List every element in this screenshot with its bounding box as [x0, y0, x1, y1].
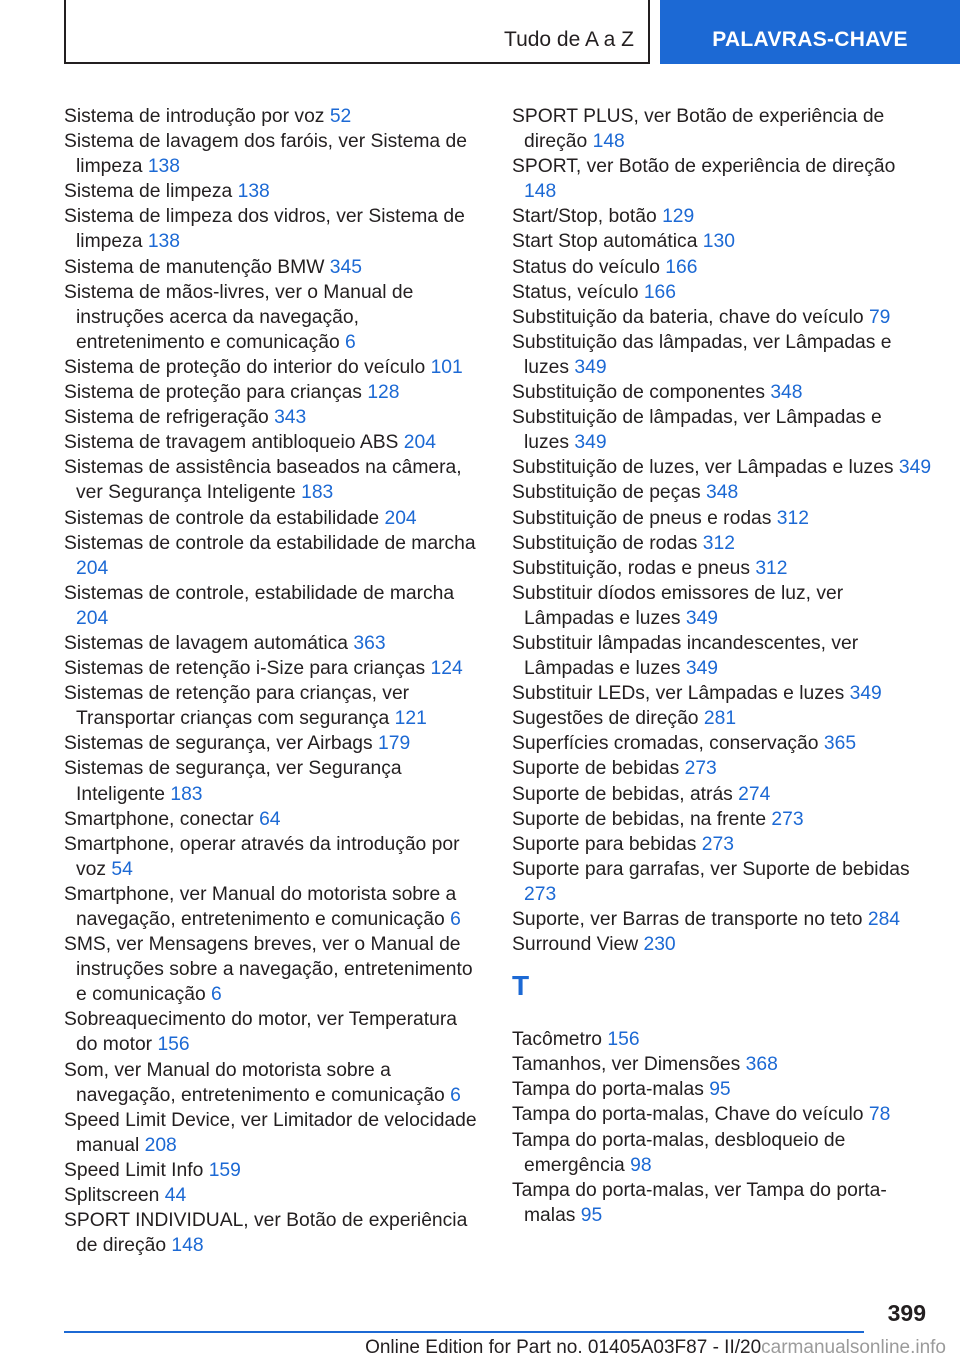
entry-page-link[interactable]: 348: [770, 382, 803, 404]
entry-term: Surround View: [512, 934, 639, 956]
entry-term: SPORT INDIVIDUAL, ver Botão de experiência de direção: [64, 1210, 468, 1257]
index-entry: [512, 229, 932, 254]
index-entry: [64, 1183, 478, 1208]
entry-page-link[interactable]: 54: [111, 858, 133, 880]
entry-term: Substituição das lâmpadas, ver Lâmpadas e luzes: [512, 331, 892, 378]
entry-term: Tamanhos, ver Dimensões: [512, 1054, 741, 1076]
entry-term: Smartphone, operar através da introdução por voz: [64, 833, 460, 880]
entry-page-link[interactable]: 349: [898, 457, 932, 479]
entry-page-link[interactable]: 274: [738, 783, 771, 805]
entry-page-link[interactable]: 273: [701, 833, 734, 855]
index-entry: [64, 455, 478, 505]
entry-page-link[interactable]: 52: [329, 106, 352, 127]
index-entry: [64, 255, 478, 280]
entry-term: Splitscreen: [64, 1185, 160, 1207]
entry-term: Substituir LEDs, ver Lâmpadas e luzes: [512, 683, 845, 705]
index-entry: [64, 807, 478, 832]
entry-term: Sistemas de controle da estabilidade: [64, 507, 380, 529]
entry-page-link[interactable]: 349: [685, 658, 719, 680]
entry-term: Sistemas de segurança, ver Segurança Inteligente: [64, 758, 402, 805]
entry-term: Superfícies cromadas, conservação: [512, 733, 819, 755]
entry-term: Suporte de bebidas: [512, 758, 680, 780]
index-group-s: [512, 104, 932, 957]
entry-page-link[interactable]: 156: [607, 1029, 640, 1051]
entry-term: Sistemas de controle da estabilidade de marcha: [64, 532, 476, 554]
entry-page-link[interactable]: 6: [211, 984, 222, 1006]
index-entry: [512, 455, 932, 480]
index-entry: [512, 380, 932, 405]
entry-page-link[interactable]: 6: [450, 909, 461, 930]
index-entry: [512, 731, 932, 756]
section-header-box: [64, 0, 650, 64]
entry-page-link[interactable]: 273: [684, 758, 717, 780]
index-entry: [512, 480, 932, 505]
entry-page-link[interactable]: 204: [403, 432, 436, 454]
index-entry: [64, 380, 478, 405]
index-entry: [64, 355, 478, 380]
entry-page-link[interactable]: 130: [702, 231, 735, 253]
entry-page-link[interactable]: 230: [643, 934, 676, 956]
index-entry: [64, 756, 478, 806]
entry-term: Suporte de bebidas, atrás: [512, 783, 733, 805]
entry-term: Substituição de luzes, ver Lâmpadas e luzes: [512, 457, 894, 479]
entry-page-link[interactable]: 273: [771, 808, 804, 830]
entry-term: Sistemas de lavagem automática: [64, 632, 349, 654]
index-entry: [64, 1158, 478, 1183]
entry-page-link[interactable]: 204: [384, 507, 417, 529]
index-entry: [64, 405, 478, 430]
entry-term: Substituição de pneus e rodas: [512, 507, 772, 529]
index-entry: [512, 531, 932, 556]
entry-term: Sistemas de retenção para crianças, ver Transportar crianças com segurança: [64, 683, 410, 730]
entry-page-link[interactable]: 312: [776, 507, 809, 529]
index-entry: [512, 104, 932, 154]
entry-term: Substituir díodos emissores de luz, ver Lâmpadas e luzes: [512, 582, 844, 629]
index-entry: [512, 681, 932, 706]
entry-term: Start Stop automática: [512, 231, 698, 253]
index-entry: [64, 656, 478, 681]
index-group-t: [512, 1027, 932, 1228]
index-entry: [512, 756, 932, 781]
index-entry: [64, 531, 478, 581]
entry-page-link[interactable]: 6: [450, 1084, 461, 1106]
index-entry: [64, 1058, 478, 1108]
entry-term: Substituição de rodas: [512, 532, 698, 554]
entry-term: Status, veículo: [512, 281, 639, 303]
entry-page-link[interactable]: 345: [329, 256, 362, 278]
keywords-tab: [660, 0, 960, 64]
entry-page-link[interactable]: 204: [76, 557, 109, 579]
entry-page-link[interactable]: 6: [345, 331, 356, 353]
entry-page-link[interactable]: 124: [430, 658, 463, 680]
index-entry: [64, 204, 478, 254]
index-entry: [64, 631, 478, 656]
entry-page-link[interactable]: 343: [274, 407, 307, 429]
index-entry: [64, 882, 478, 932]
entry-term: Smartphone, conectar: [64, 808, 254, 830]
index-entry: [512, 305, 932, 330]
entry-term: Tacômetro: [512, 1029, 603, 1051]
edition-text: Online Edition for Part no. 01405A03F87 - II/20: [365, 1337, 762, 1358]
index-entry: [512, 807, 932, 832]
index-entry: [512, 330, 932, 380]
entry-term: Sistema de proteção para crianças: [64, 382, 362, 404]
entry-page-link[interactable]: 183: [301, 482, 334, 504]
entry-page-link[interactable]: 78: [868, 1104, 891, 1126]
entry-term: Tampa do porta-malas: [512, 1079, 704, 1101]
entry-page-link[interactable]: 95: [709, 1079, 731, 1101]
index-column-right: [512, 104, 932, 1228]
entry-page-link[interactable]: 312: [755, 557, 788, 579]
index-entry: [64, 129, 478, 179]
entry-term: Sistemas de segurança, ver Airbags: [64, 733, 373, 755]
entry-term: Sistema de manutenção BMW: [64, 256, 325, 278]
entry-term: Tampa do porta-malas, Chave do veículo: [512, 1104, 864, 1126]
index-entry: [512, 581, 932, 631]
entry-term: Substituição da bateria, chave do veículo: [512, 306, 864, 328]
entry-page-link[interactable]: 204: [76, 607, 109, 629]
keywords-tab-label: PALAVRAS-CHAVE: [712, 28, 908, 51]
index-entry: [512, 1102, 932, 1127]
entry-term: SMS, ver Mensagens breves, ver o Manual de instruções sobre a navegação, entretenimento e comunicação: [64, 934, 473, 1006]
index-entry: [512, 782, 932, 807]
entry-term: Sistema de refrigeração: [64, 407, 269, 429]
index-entry: [64, 832, 478, 882]
entry-page-link[interactable]: 128: [367, 382, 400, 404]
entry-term: Speed Limit Device, ver Limitador de velocidade manual: [64, 1109, 477, 1156]
entry-term: Tampa do porta-malas, ver Tampa do porta-malas: [512, 1179, 887, 1226]
entry-term: Substituição de componentes: [512, 382, 765, 404]
entry-term: Sistema de mãos-livres, ver o Manual de instruções acerca da navegação, entretenimento e comunicação: [64, 281, 414, 353]
footer: [365, 1337, 946, 1359]
entry-page-link[interactable]: 44: [164, 1185, 187, 1207]
entry-page-link[interactable]: 138: [147, 231, 180, 253]
index-entry: [64, 932, 478, 1007]
entry-term: Suporte para garrafas, ver Suporte de bebidas: [512, 858, 910, 880]
entry-term: Speed Limit Info: [64, 1159, 204, 1181]
entry-term: Substituir lâmpadas incandescentes, ver Lâmpadas e luzes: [512, 632, 859, 680]
entry-term: Suporte de bebidas, na frente: [512, 808, 767, 830]
entry-term: Start/Stop, botão: [512, 206, 657, 228]
entry-page-link[interactable]: 148: [171, 1235, 204, 1257]
index-entry: [512, 706, 932, 731]
entry-page-link[interactable]: 95: [580, 1204, 603, 1226]
index-entry: [64, 104, 478, 129]
entry-term: Smartphone, ver Manual do motorista sobre a navegação, entretenimento e comunicação: [64, 883, 457, 930]
entry-page-link[interactable]: 166: [665, 256, 698, 278]
index-entry: [64, 506, 478, 531]
entry-page-link[interactable]: 284: [867, 909, 901, 930]
entry-page-link[interactable]: 363: [353, 632, 386, 654]
entry-term: Sistema de limpeza dos vidros, ver Sistema de limpeza: [64, 206, 465, 253]
entry-page-link[interactable]: 183: [170, 783, 203, 805]
index-entry: [512, 204, 932, 229]
entry-term: SPORT, ver Botão de experiência de direção: [512, 156, 896, 178]
index-entry: [64, 681, 478, 731]
index-entry: [512, 1178, 932, 1228]
entry-page-link[interactable]: 281: [703, 708, 737, 730]
entry-page-link[interactable]: 148: [592, 131, 625, 153]
entry-page-link[interactable]: 349: [574, 432, 607, 454]
index-entry: [64, 1208, 478, 1258]
entry-term: Sistemas de assistência baseados na câmera, ver Segurança Inteligente: [64, 457, 462, 504]
footer-rule: [64, 1331, 864, 1333]
entry-page-link[interactable]: 121: [394, 708, 427, 730]
index-entry: [64, 1108, 478, 1158]
watermark: carmanualsonline.info: [761, 1337, 946, 1358]
index-entry: [64, 430, 478, 455]
entry-page-link[interactable]: 159: [208, 1159, 241, 1181]
index-entry: [512, 1128, 932, 1178]
index-entry: [64, 280, 478, 355]
entry-term: Som, ver Manual do motorista sobre a navegação, entretenimento e comunicação: [64, 1059, 445, 1106]
entry-page-link[interactable]: 368: [745, 1054, 778, 1076]
index-entry: [512, 1077, 932, 1102]
entry-page-link[interactable]: 166: [643, 281, 676, 303]
entry-term: Sistemas de controle, estabilidade de marcha: [64, 582, 455, 604]
entry-term: Substituição de lâmpadas, ver Lâmpadas e luzes: [512, 407, 882, 454]
index-entry: [512, 631, 932, 681]
index-entry: [512, 405, 932, 455]
entry-page-link[interactable]: 273: [524, 883, 557, 905]
entry-term: Sistema de lavagem dos faróis, ver Sistema de limpeza: [64, 131, 467, 178]
entry-term: Substituição de peças: [512, 482, 701, 504]
entry-term: Sistema de limpeza: [64, 181, 233, 203]
entry-page-link[interactable]: 129: [662, 206, 695, 228]
entry-page-link[interactable]: 138: [237, 181, 270, 203]
entry-term: SPORT PLUS, ver Botão de experiência de direção: [512, 106, 885, 153]
entry-term: Sistema de proteção do interior do veículo: [64, 356, 426, 378]
entry-page-link[interactable]: 365: [823, 733, 857, 755]
entry-page-link[interactable]: 138: [147, 156, 180, 178]
entry-page-link[interactable]: 101: [430, 356, 463, 378]
index-entry: [512, 1052, 932, 1077]
index-entry: [64, 179, 478, 204]
entry-page-link[interactable]: 349: [574, 356, 607, 378]
entry-term: Sobreaquecimento do motor, ver Temperatura do motor: [64, 1009, 457, 1056]
entry-page-link[interactable]: 312: [702, 532, 735, 554]
entry-page-link[interactable]: 349: [685, 607, 719, 629]
entry-term: Suporte para bebidas: [512, 833, 697, 855]
entry-page-link[interactable]: 208: [144, 1134, 177, 1156]
index-entry: [64, 1007, 478, 1057]
entry-term: Sistema de travagem antibloqueio ABS: [64, 432, 399, 454]
page-number: 399: [887, 1300, 926, 1326]
entry-page-link[interactable]: 64: [259, 808, 281, 830]
index-entry: [64, 731, 478, 756]
entry-page-link[interactable]: 98: [630, 1154, 652, 1176]
entry-page-link[interactable]: 348: [706, 482, 739, 504]
entry-term: Suporte, ver Barras de transporte no teto: [512, 909, 863, 930]
page-header: [0, 0, 960, 66]
section-letter-heading: T: [512, 970, 530, 1002]
index-entry: [512, 907, 932, 932]
index-entry: [512, 1027, 932, 1052]
entry-page-link[interactable]: 349: [849, 683, 882, 705]
index-entry: [512, 506, 932, 531]
index-entry: [512, 280, 932, 305]
index-entry: [512, 932, 932, 957]
entry-term: Sistema de introdução por voz: [64, 106, 325, 127]
index-entry: [512, 857, 932, 907]
index-entry: [512, 832, 932, 857]
entry-term: Substituição, rodas e pneus: [512, 557, 750, 579]
entry-page-link[interactable]: 148: [524, 181, 557, 203]
index-column-left: [64, 104, 478, 1258]
entry-page-link[interactable]: 179: [378, 733, 411, 755]
entry-term: Tampa do porta-malas, desbloqueio de emergência: [512, 1129, 846, 1176]
index-entry: [64, 581, 478, 631]
index-entry: [512, 255, 932, 280]
entry-term: Sugestões de direção: [512, 708, 699, 730]
section-label: Tudo de A a Z: [504, 28, 634, 51]
entry-term: Sistemas de retenção i-Size para crianças: [64, 658, 426, 680]
entry-page-link[interactable]: 156: [157, 1034, 190, 1056]
index-entry: [512, 154, 932, 204]
entry-page-link[interactable]: 79: [868, 306, 891, 328]
entry-term: Status do veículo: [512, 256, 660, 278]
index-entry: [512, 556, 932, 581]
